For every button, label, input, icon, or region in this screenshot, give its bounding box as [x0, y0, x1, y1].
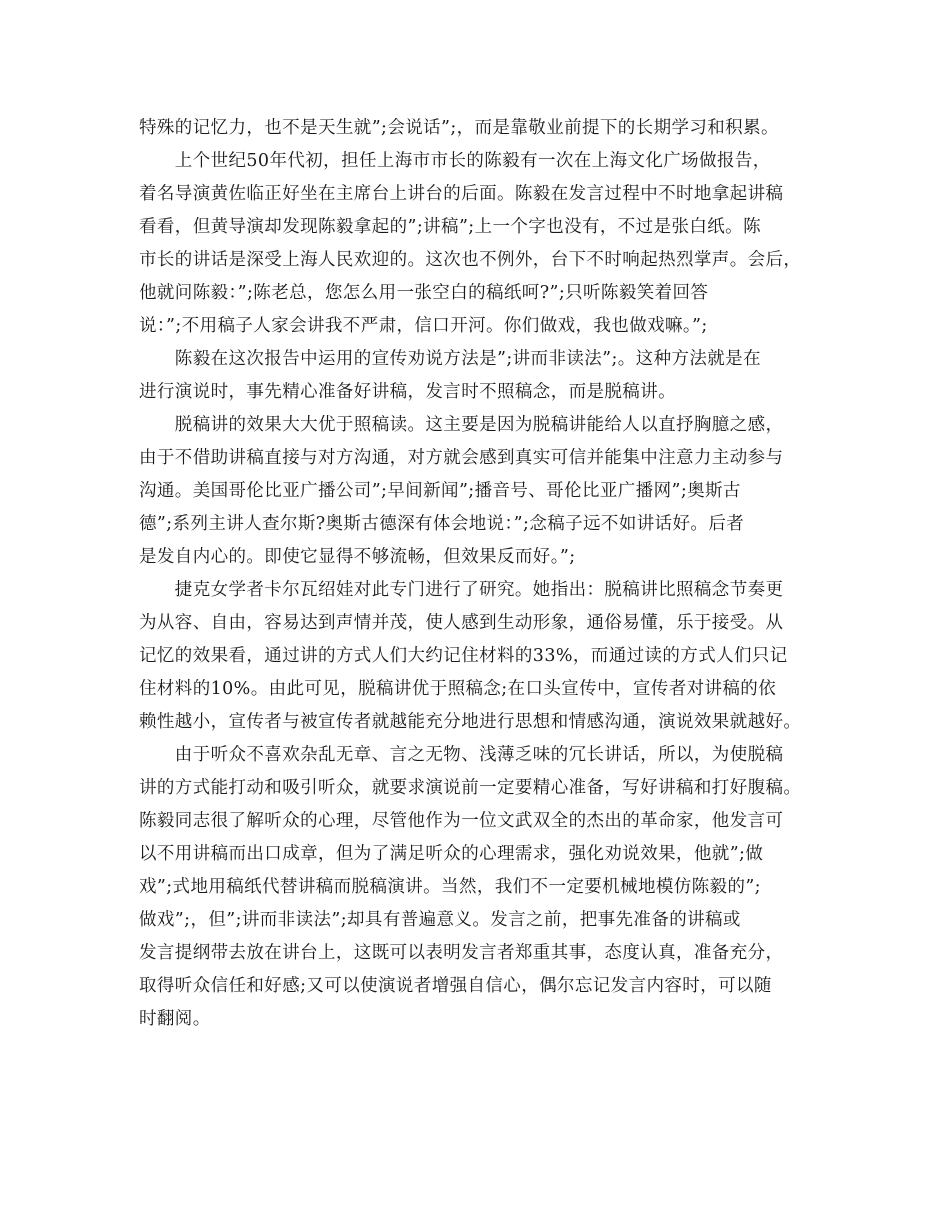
- text-line: 市长的讲话是深受上海人民欢迎的。这次也不例外，台下不时响起热烈掌声。会后，: [139, 250, 802, 270]
- text-line: 以不用讲稿而出口成章，但为了满足听众的心理需求，强化劝说效果，他就”;做: [139, 844, 764, 864]
- text-line: 戏”;式地用稿纸代替讲稿而脱稿演讲。当然，我们不一定要机械地模仿陈毅的”;: [139, 877, 761, 897]
- text-line: 陈毅在这次报告中运用的宣传劝说方法是”;讲而非读法”;。这种方法就是在: [139, 349, 761, 369]
- text-line: 讲的方式能打动和吸引听众，就要求演说前一定要精心准备，写好讲稿和打好腹稿。: [139, 778, 802, 798]
- text-line: 由于听众不喜欢杂乱无章、言之无物、浅薄乏味的冗长讲话，所以，为使脱稿: [139, 745, 784, 765]
- text-line: 为从容、自由，容易达到声情并茂，使人感到生动形象，通俗易懂，乐于接受。从: [139, 613, 784, 633]
- text-line: 做戏”;，但”;讲而非读法”;却具有普遍意义。发言之前，把事先准备的讲稿或: [139, 910, 741, 930]
- text-line: 德”;系列主讲人查尔斯?奥斯古德深有体会地说：”;念稿子远不如讲话好。后者: [139, 514, 745, 534]
- text-line: 陈毅同志很了解听众的心理，尽管他作为一位文武双全的杰出的革命家，他发言可: [139, 811, 784, 831]
- text-line: 沟通。美国哥伦比亚广播公司”;早间新闻”;播音号、哥伦比亚广播网”;奥斯古: [139, 481, 741, 501]
- text-line: 住材料的10%。由此可见，脱稿讲优于照稿念;在口头宣传中，宣传者对讲稿的依: [139, 679, 777, 699]
- text-line: 取得听众信任和好感;又可以使演说者增强自信心，偶尔忘记发言内容时，可以随: [139, 976, 772, 996]
- text-line: 由于不借助讲稿直接与对方沟通，对方就会感到真实可信并能集中注意力主动参与: [139, 448, 784, 468]
- text-line: 上个世纪50年代初，担任上海市市长的陈毅有一次在上海文化广场做报告，: [139, 151, 771, 171]
- text-line: 捷克女学者卡尔瓦绍娃对此专门进行了研究。她指出：脱稿讲比照稿念节奏更: [139, 580, 784, 600]
- text-line: 发言提纲带去放在讲台上，这既可以表明发言者郑重其事，态度认真，准备充分，: [139, 943, 784, 963]
- document-body: [139, 112, 824, 1036]
- text-line: 特殊的记忆力，也不是天生就”;会说话”;，而是靠敬业前提下的长期学习和积累。: [139, 118, 779, 138]
- text-line: 进行演说时，事先精心准备好讲稿，发言时不照稿念，而是脱稿讲。: [139, 382, 676, 402]
- text-line: 看看，但黄导演却发现陈毅拿起的”;讲稿”;上一个字也没有，不过是张白纸。陈: [139, 217, 761, 237]
- text-line: 脱稿讲的效果大大优于照稿读。这主要是因为脱稿讲能给人以直抒胸臆之感，: [139, 415, 784, 435]
- text-line: 时翻阅。: [139, 1009, 211, 1029]
- text-line: 他就问陈毅：”;陈老总，您怎么用一张空白的稿纸呵?”;只听陈毅笑着回答: [139, 283, 709, 303]
- text-line: 说：”;不用稿子人家会讲我不严肃，信口开河。你们做戏，我也做戏嘛。”;: [139, 316, 708, 336]
- text-line: 记忆的效果看，通过讲的方式人们大约记住材料的33%，而通过读的方式人们只记: [139, 646, 788, 666]
- text-line: 赖性越小，宣传者与被宣传者就越能充分地进行思想和情感沟通，演说效果就越好。: [139, 712, 802, 732]
- text-line: 着名导演黄佐临正好坐在主席台上讲台的后面。陈毅在发言过程中不时地拿起讲稿: [139, 184, 784, 204]
- text-line: 是发自内心的。即使它显得不够流畅，但效果反而好。”;: [139, 547, 576, 567]
